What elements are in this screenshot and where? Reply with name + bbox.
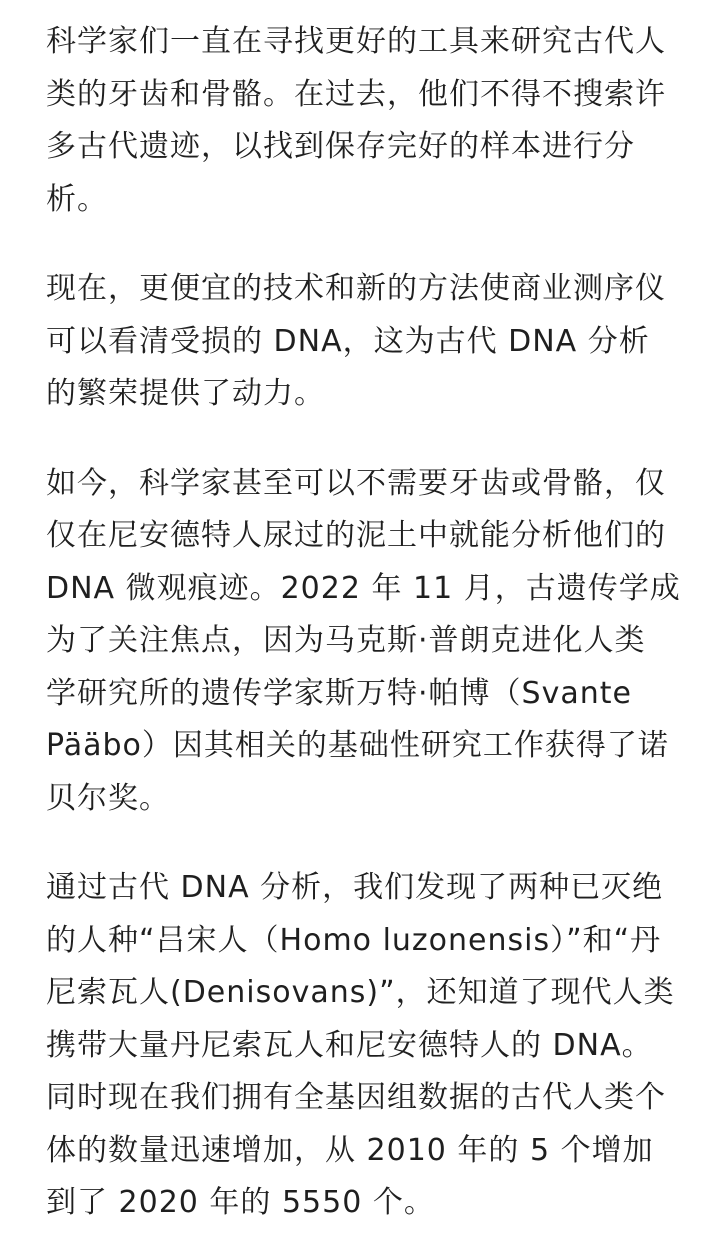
text-line: 尼索瓦人(Denisovans)”，还知道了现代人类 [46,975,675,1010]
text-line: 的人种“吕宋人（Homo luzonensis）”和“丹 [46,922,662,958]
text-line: 可以看清受损的 DNA，这为古代 DNA 分析 [46,323,650,359]
paragraph-2 [46,263,676,421]
text-line: 同时现在我们拥有全基因组数据的古代人类个 [46,1080,666,1115]
text-line: 科学家们一直在寻找更好的工具来研究古代人 [46,24,666,59]
paragraph-3 [46,458,681,826]
text-line: 多古代遗迹，以找到保存完好的样本进行分 [46,129,635,164]
text-line: 析。 [46,181,108,217]
text-line: 的繁荣提供了动力。 [46,376,325,411]
text-line: 现在，更便宜的技术和新的方法使商业测序仪 [46,271,666,306]
text-line: 仅在尼安德特人尿过的泥土中就能分析他们的 [46,518,666,553]
text-line: 类的牙齿和骨骼。在过去，他们不得不搜索许 [46,76,666,112]
text-line: 到了 2020 年的 5550 个。 [46,1185,435,1220]
text-line: 学研究所的遗传学家斯万特·帕博（Svante [46,675,632,711]
text-line: 如今，科学家甚至可以不需要牙齿或骨骼，仅 [46,465,666,501]
text-line: Pääbo）因其相关的基础性研究工作获得了诺 [46,728,669,763]
paragraph-4 [46,862,676,1230]
text-line: 携带大量丹尼索瓦人和尼安德特人的 DNA。 [46,1027,653,1063]
text-line: 体的数量迅速增加，从 2010 年的 5 个增加 [46,1132,654,1168]
text-line: 通过古代 DNA 分析，我们发现了两种已灭绝 [46,870,664,905]
article-body [46,16,681,1230]
text-line: 贝尔奖。 [46,780,170,816]
paragraph-1 [46,16,676,226]
text-line: 为了关注焦点，因为马克斯·普朗克进化人类 [46,623,646,658]
text-line: DNA 微观痕迹。2022 年 11 月，古遗传学成 [46,570,681,606]
